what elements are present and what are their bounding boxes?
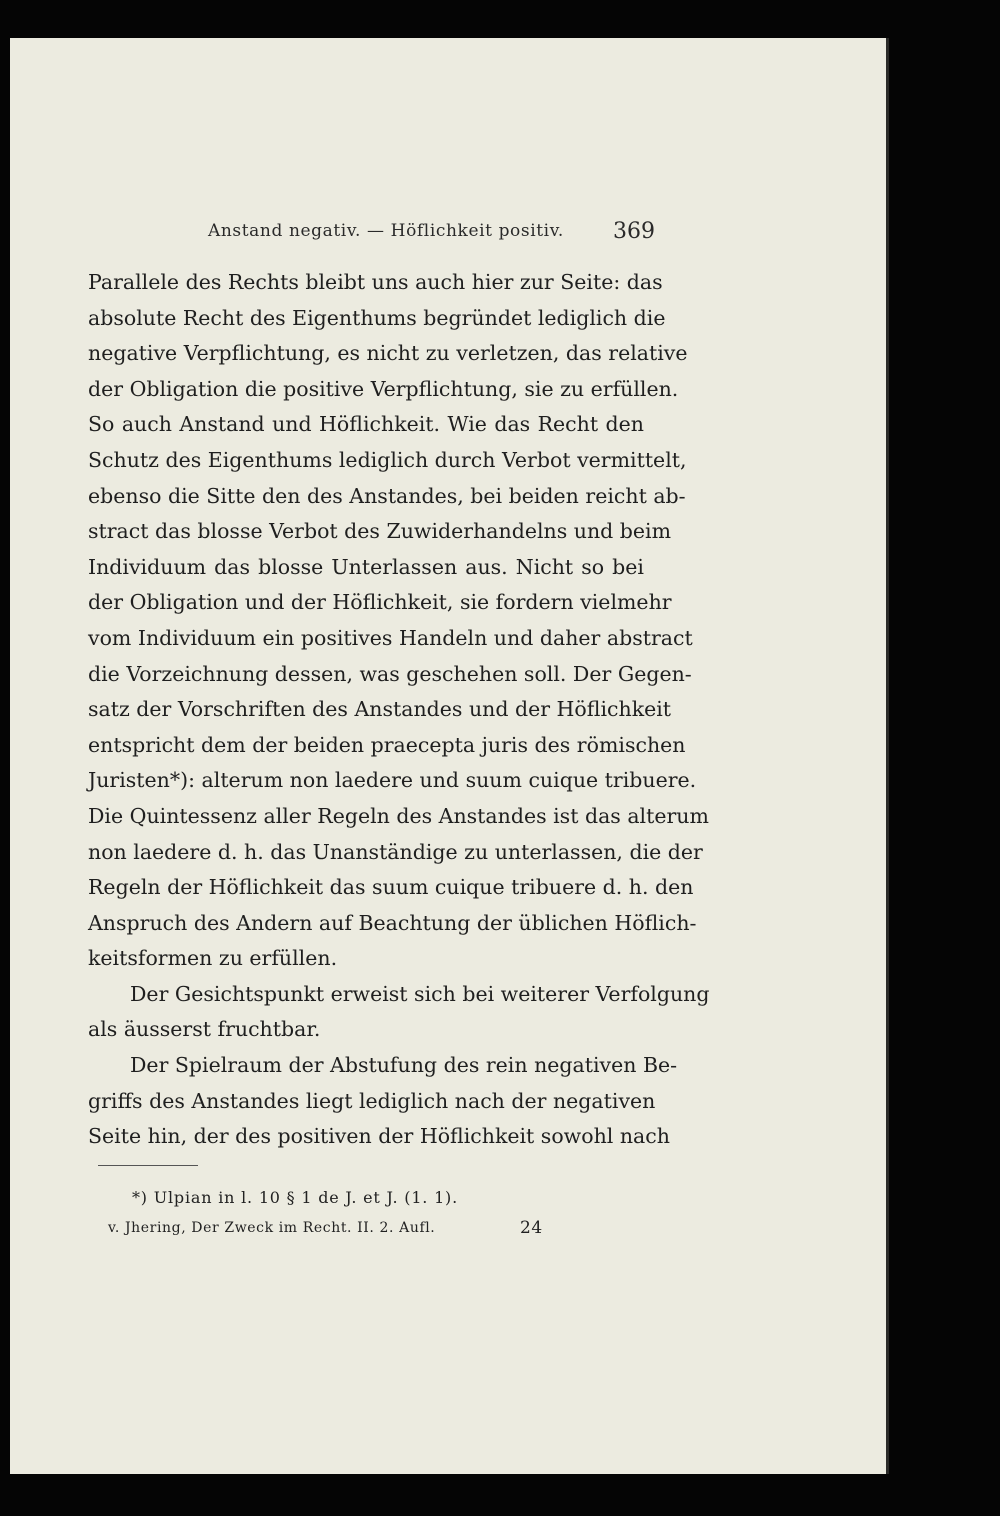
page-edge bbox=[886, 38, 889, 1474]
text-line: Schutz des Eigenthums lediglich durch Verbot vermittelt, bbox=[88, 447, 687, 472]
running-head-title: Anstand negativ. — Höflichkeit positiv. bbox=[208, 221, 564, 241]
text-line: entspricht dem der beiden praecepta juris des römischen bbox=[88, 732, 686, 757]
text-line: Die Quintessenz aller Regeln des Anstandes ist das alterum bbox=[88, 803, 709, 828]
text-line: Anspruch des Andern auf Beachtung der üblichen Höflich- bbox=[88, 910, 697, 935]
text-line: satz der Vorschriften des Anstandes und der Höflichkeit bbox=[88, 697, 672, 722]
text-line: der Obligation die positive Verpflichtung, sie zu erfüllen. bbox=[88, 376, 679, 401]
text-line: vom Individuum ein positives Handeln und daher abstract bbox=[88, 625, 693, 650]
page-number: 369 bbox=[613, 219, 655, 244]
signature-text: v. Jhering, Der Zweck im Recht. II. 2. Aufl. bbox=[108, 1220, 436, 1236]
text-line: griffs des Anstandes liegt lediglich nach der negativen bbox=[88, 1088, 656, 1113]
text-line: Regeln der Höflichkeit das suum cuique tribuere d. h. den bbox=[88, 875, 694, 900]
text-line: Parallele des Rechts bleibt uns auch hier zur Seite: das bbox=[88, 270, 663, 294]
running-head bbox=[10, 221, 886, 251]
text-line: ebenso die Sitte den des Anstandes, bei beiden reicht ab- bbox=[88, 483, 686, 508]
text-line: die Vorzeichnung dessen, was geschehen soll. Der Gegen- bbox=[88, 661, 692, 686]
text-line: keitsformen zu erfüllen. bbox=[88, 946, 338, 971]
text-line: der Obligation und der Höflichkeit, sie fordern vielmehr bbox=[88, 590, 672, 615]
signature-number: 24 bbox=[520, 1218, 543, 1238]
book-page bbox=[10, 38, 886, 1474]
text-line: Der Spielraum der Abstufung des rein negativen Be- bbox=[130, 1053, 678, 1078]
text-line: Juristen*): alterum non laedere und suum cuique tribuere. bbox=[88, 768, 697, 793]
text-line: Seite hin, der des positiven der Höflichkeit sowohl nach bbox=[88, 1124, 670, 1149]
footnote: *) Ulpian in l. 10 § 1 de J. et J. (1. 1). bbox=[132, 1188, 458, 1207]
text-line: negative Verpflichtung, es nicht zu verletzen, das relative bbox=[88, 341, 688, 366]
body-text bbox=[88, 265, 710, 1155]
text-line: Der Gesichtspunkt erweist sich bei weiterer Verfolgung bbox=[130, 981, 710, 1006]
text-line: stract das blosse Verbot des Zuwiderhandelns und beim bbox=[88, 519, 672, 544]
text-line: als äusserst fruchtbar. bbox=[88, 1017, 321, 1042]
text-line: non laedere d. h. das Unanständige zu unterlassen, die der bbox=[88, 839, 703, 864]
text-line: Individuum das blosse Unterlassen aus. Nicht so bei bbox=[88, 554, 644, 579]
text-line: So auch Anstand und Höflichkeit. Wie das Recht den bbox=[88, 412, 644, 437]
text-line: absolute Recht des Eigenthums begründet lediglich die bbox=[88, 305, 666, 330]
footnote-divider bbox=[98, 1165, 198, 1166]
